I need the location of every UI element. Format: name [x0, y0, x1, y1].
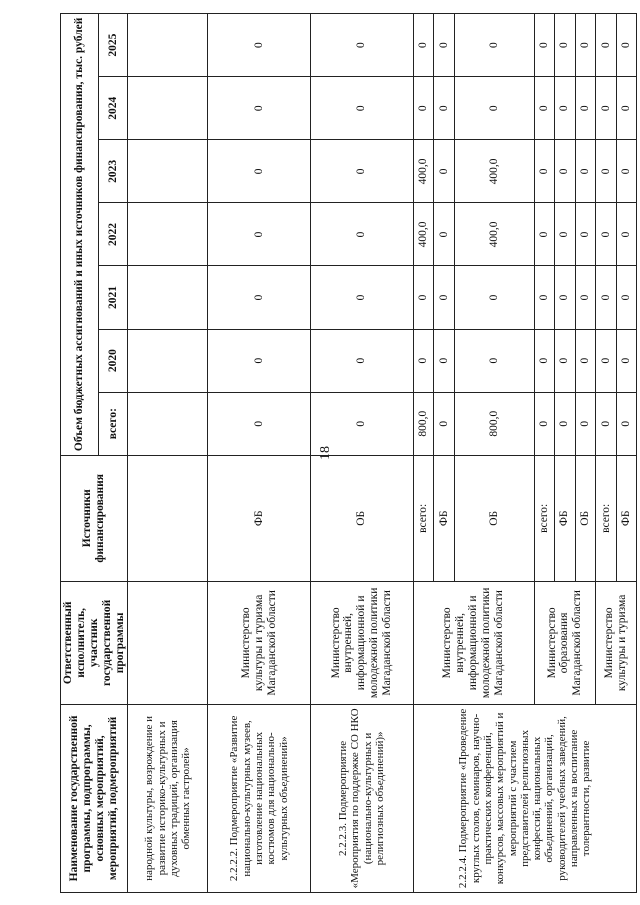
cell-2021: 0: [310, 266, 413, 329]
cell-2024: 0: [616, 77, 637, 140]
cell-2025: 0: [575, 14, 596, 77]
cell-2025: 0: [534, 14, 555, 77]
cell-2024: 0: [575, 77, 596, 140]
cell-2022: 400,0: [454, 203, 534, 266]
cell-2023: 0: [534, 140, 555, 203]
cell-2020: 0: [596, 329, 617, 392]
cell-2021: 0: [434, 266, 455, 329]
row-source: всего:: [534, 455, 555, 581]
header-responsible: Ответственный исполнитель, участник государственной программы: [61, 581, 128, 704]
cell-2023: 0: [555, 140, 576, 203]
cell-2022: 0: [575, 203, 596, 266]
financing-table: [60, 13, 637, 893]
cell-2022: 0: [534, 203, 555, 266]
cell-2025: 0: [454, 14, 534, 77]
page-number: 18: [318, 446, 333, 460]
cell-2022: 0: [434, 203, 455, 266]
cell-2020: 0: [616, 329, 637, 392]
cell-total: 0: [616, 392, 637, 455]
cell-2024: 0: [555, 77, 576, 140]
row-name: 2.2.2.3. Подмероприятие «Мероприятия по поддержке СО НКО (национально-культурных и религиозных объединений)»: [310, 704, 413, 892]
cell-2024: 0: [596, 77, 617, 140]
row-source: ФБ: [616, 455, 637, 581]
cell-2022: 0: [616, 203, 637, 266]
row-source: ОБ: [575, 455, 596, 581]
cell-2025: 0: [555, 14, 576, 77]
cell-2021: 0: [616, 266, 637, 329]
cell-2025: 0: [208, 14, 311, 77]
cell-2022: 0: [310, 203, 413, 266]
cell-2020: 0: [310, 329, 413, 392]
cell-2023: 0: [310, 140, 413, 203]
cell-2023: 400,0: [413, 140, 434, 203]
cell-2023: 0: [616, 140, 637, 203]
row-source: ФБ: [208, 455, 311, 581]
cell-2020: 0: [413, 329, 434, 392]
row-source: ОБ: [310, 455, 413, 581]
header-year-2022: 2022: [99, 203, 128, 266]
cell-2020: 0: [534, 329, 555, 392]
header-total: всего:: [99, 392, 128, 455]
header-year-2020: 2020: [99, 329, 128, 392]
row-name-continued: народной культуры, возрождение и развитие историко-культурных и духовных традиций, организация обменных гастролей»: [128, 704, 208, 892]
cell-2024: 0: [413, 77, 434, 140]
row-responsible: Министерство культуры и туризма Магаданской области: [208, 581, 311, 704]
cell-2025: 0: [434, 14, 455, 77]
row-responsible: Министерство внутренней, информационной и молодежной политики Магаданской области: [413, 581, 534, 704]
cell-2024: 0: [454, 77, 534, 140]
cell-2021: 0: [596, 266, 617, 329]
row-source: всего:: [596, 455, 617, 581]
cell-2021: 0: [534, 266, 555, 329]
cell-2022: 0: [555, 203, 576, 266]
cell-2023: 400,0: [454, 140, 534, 203]
cell-2021: 0: [555, 266, 576, 329]
cell-total: 0: [208, 392, 311, 455]
cell-2020: 0: [575, 329, 596, 392]
header-year-2023: 2023: [99, 140, 128, 203]
cell-total: 0: [310, 392, 413, 455]
header-year-2024: 2024: [99, 77, 128, 140]
row-name: 2.2.2.2. Подмероприятие «Развитие национально-культурных музеев, изготовление национальных костюмов для национально-культурных объединений»: [208, 704, 311, 892]
row-source: ФБ: [434, 455, 455, 581]
header-year-2025: 2025: [99, 14, 128, 77]
cell-2021: 0: [454, 266, 534, 329]
cell-total: 0: [555, 392, 576, 455]
row-source: ОБ: [454, 455, 534, 581]
cell-2025: 0: [596, 14, 617, 77]
row-source: ФБ: [555, 455, 576, 581]
cell-total: 0: [596, 392, 617, 455]
cell-total: 0: [575, 392, 596, 455]
table-row: [128, 14, 208, 893]
cell-2023: 0: [596, 140, 617, 203]
cell-2023: 0: [434, 140, 455, 203]
cell-2020: 0: [555, 329, 576, 392]
cell-total: 800,0: [454, 392, 534, 455]
header-source: Источники финансирования: [61, 455, 128, 581]
row-responsible: Министерство внутренней, информационной и молодежной политики Магаданской области: [310, 581, 413, 704]
cell-2020: 0: [208, 329, 311, 392]
cell-2025: 0: [616, 14, 637, 77]
header-funding-group: Объем бюджетных ассигнований и иных источников финансирования, тыс. рублей: [61, 14, 99, 456]
cell-2025: 0: [413, 14, 434, 77]
cell-total: 800,0: [413, 392, 434, 455]
table-row: [413, 14, 434, 893]
row-source: всего:: [413, 455, 434, 581]
cell-2020: 0: [434, 329, 455, 392]
row-responsible: Министерство культуры и туризма: [596, 581, 637, 704]
header-name: Наименование государственной программы, подпрограммы, основных мероприятий, мероприятий, подмероприятий: [61, 704, 128, 892]
cell-2022: 400,0: [413, 203, 434, 266]
cell-2025: 0: [310, 14, 413, 77]
cell-2024: 0: [208, 77, 311, 140]
cell-2020: 0: [454, 329, 534, 392]
cell-2021: 0: [575, 266, 596, 329]
cell-2022: 0: [596, 203, 617, 266]
table-row: [310, 14, 413, 893]
cell-2021: 0: [208, 266, 311, 329]
cell-2024: 0: [534, 77, 555, 140]
cell-2021: 0: [413, 266, 434, 329]
cell-total: 0: [534, 392, 555, 455]
cell-2022: 0: [208, 203, 311, 266]
financing-table-rotated: [60, 13, 633, 893]
row-name: 2.2.2.4. Подмероприятие «Проведение круглых столов, семинаров, научно-практических конференций, конкурсов, массовых мероприятий и мероприятий с участием представителей религиозных конфессий, национальных объединений, организаций, руководителей учебных заведений, направленных на воспитание толерантности, развитие: [413, 704, 637, 892]
table-row: [208, 14, 311, 893]
row-responsible: Министерство образования Магаданской области: [534, 581, 596, 704]
cell-2023: 0: [208, 140, 311, 203]
cell-total: 0: [434, 392, 455, 455]
cell-2024: 0: [434, 77, 455, 140]
header-year-2021: 2021: [99, 266, 128, 329]
cell-2024: 0: [310, 77, 413, 140]
cell-2023: 0: [575, 140, 596, 203]
